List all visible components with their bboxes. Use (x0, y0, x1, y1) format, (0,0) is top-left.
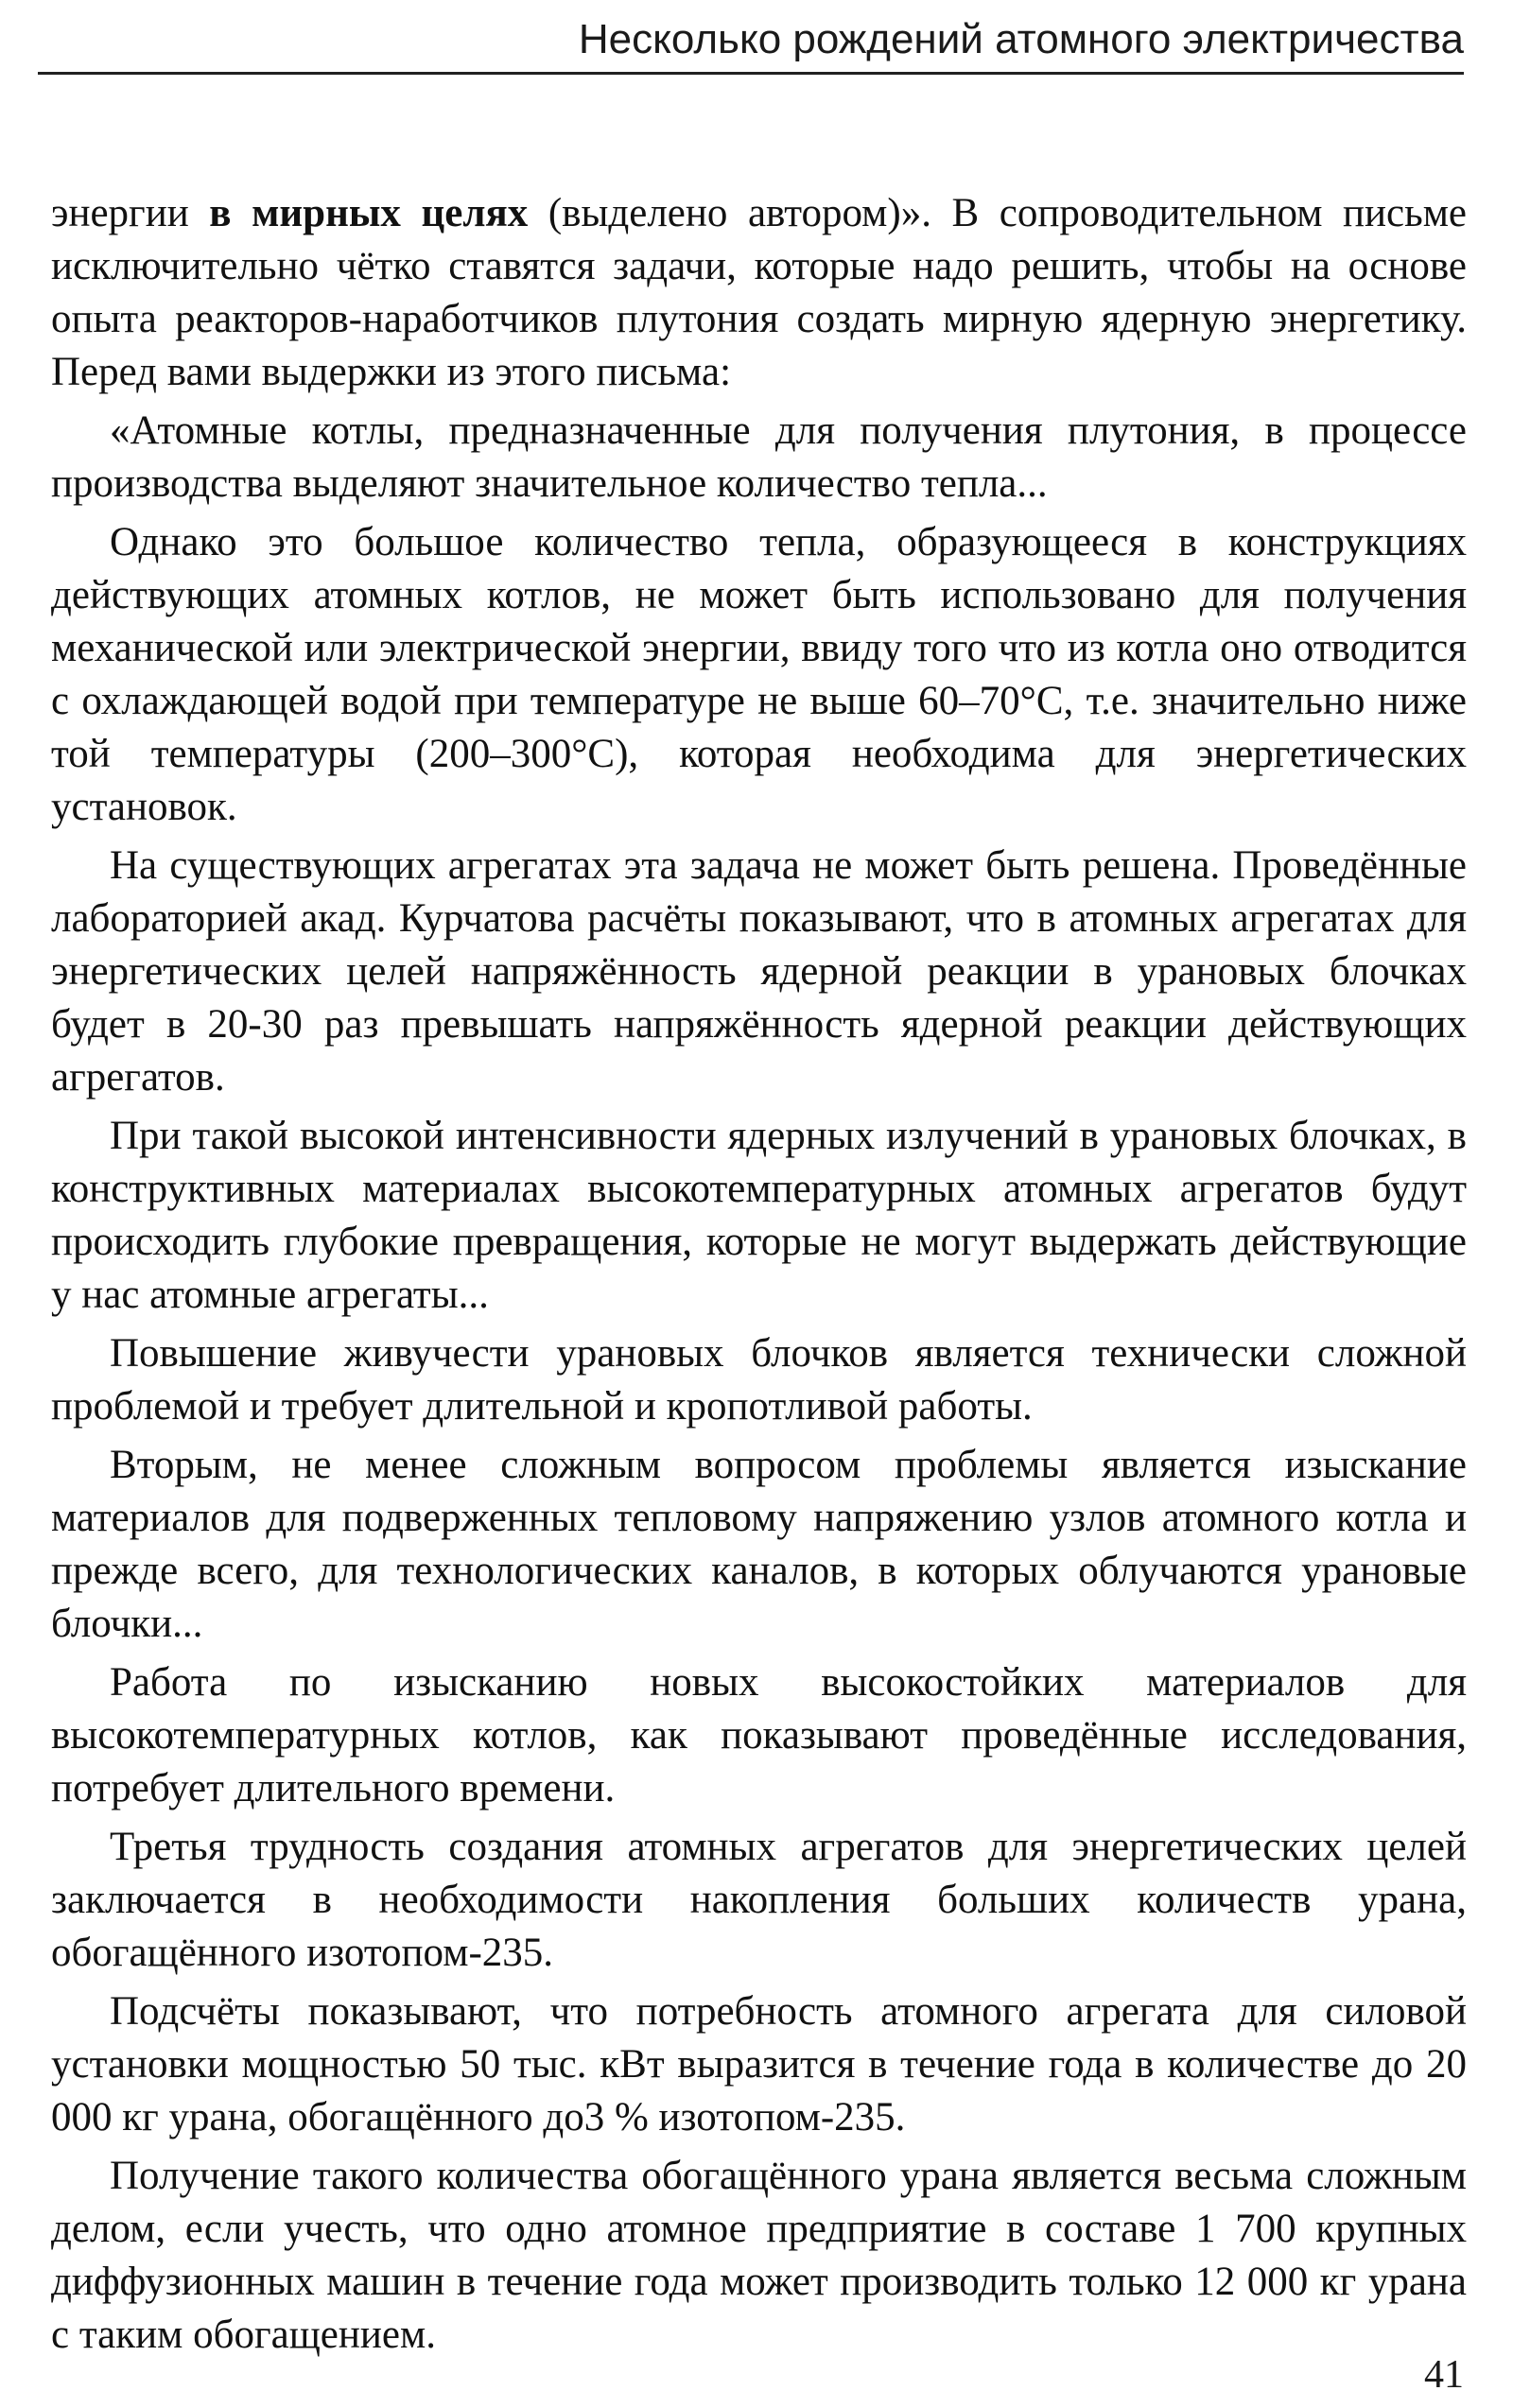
running-header-title: Несколько рождений атомного электричества (578, 16, 1464, 62)
header-divider (38, 72, 1464, 75)
paragraph: Работа по изысканию новых высокостойких материалов для высокотемпературных котлов, как показывают проведённые исследования, потребует длительного времени. (51, 1660, 1467, 1810)
page-number: 41 (1424, 2353, 1464, 2397)
paragraph-lead: энергии (51, 191, 210, 235)
paragraph: На существующих агрегатах эта задача не может быть решена. Проведённые лабораторией акад. Курчатова расчёты показывают, что в атомных агрегатах для энергетических целей напряжённость ядерной реакции в урановых блочках будет в 20-30 раз превышать напряжённость ядерной реакции действующих агрегатов. (51, 843, 1467, 1100)
paragraph: Третья трудность создания атомных агрегатов для энергетических целей заключается в необходимости накопления больших количеств урана, обогащённого изотопом-235. (51, 1825, 1467, 1975)
paragraph: При такой высокой интенсивности ядерных излучений в урановых блочках, в конструктивных материалах высокотемпературных атомных агрегатов будут происходить глубокие превращения, которые не могут выдержать действующие у нас атомные агрегаты... (51, 1114, 1467, 1317)
paragraph: Вторым, не менее сложным вопросом проблемы является изыскание материалов для подверженных тепловому напряжению узлов атомного котла и прежде всего, для технологических каналов, в которых облучаются урановые блочки... (51, 1443, 1467, 1646)
paragraph-continued (51, 187, 1467, 399)
paragraph: Подсчёты показывают, что потребность атомного агрегата для силовой установки мощностью 50 тыс. кВт выразится в течение года в количестве до 20 000 кг урана, обогащённого до3 % изотопом-235. (51, 1989, 1467, 2139)
paragraph: Получение такого количества обогащённого урана является весьма сложным делом, если учесть, что одно атомное предприятие в составе 1 700 крупных диффузионных машин в течение года может производить только 12 000 кг урана с таким обогащением. (51, 2154, 1467, 2357)
paragraph: Повышение живучести урановых блочков является технически сложной проблемой и требует длительной и кропотливой работы. (51, 1331, 1467, 1429)
paragraph: Однако это большое количество тепла, образующееся в конструкциях действующих атомных котлов, не может быть использовано для получения механической или электрической энергии, ввиду того что из котла оно отводится с охлаждающей водой при температуре не выше 60–70°С, т.е. значительно ниже той температуры (200–300°С), которая необходима для энергетических установок. (51, 520, 1467, 829)
paragraph: «Атомные котлы, предназначенные для получения плутония, в процессе производства выделяют значительное количество тепла... (51, 408, 1467, 506)
body-text (51, 187, 1467, 2367)
paragraph-rest: (выделено автором)». В сопроводительном письме исключительно чётко ставятся задачи, которые надо решить, чтобы на основе опыта реакторов-наработчиков плутония создать мирную ядерную энергетику. Перед вами выдержки из этого письма: (51, 191, 1467, 394)
emphasis-bold: в мирных целях (209, 191, 529, 235)
